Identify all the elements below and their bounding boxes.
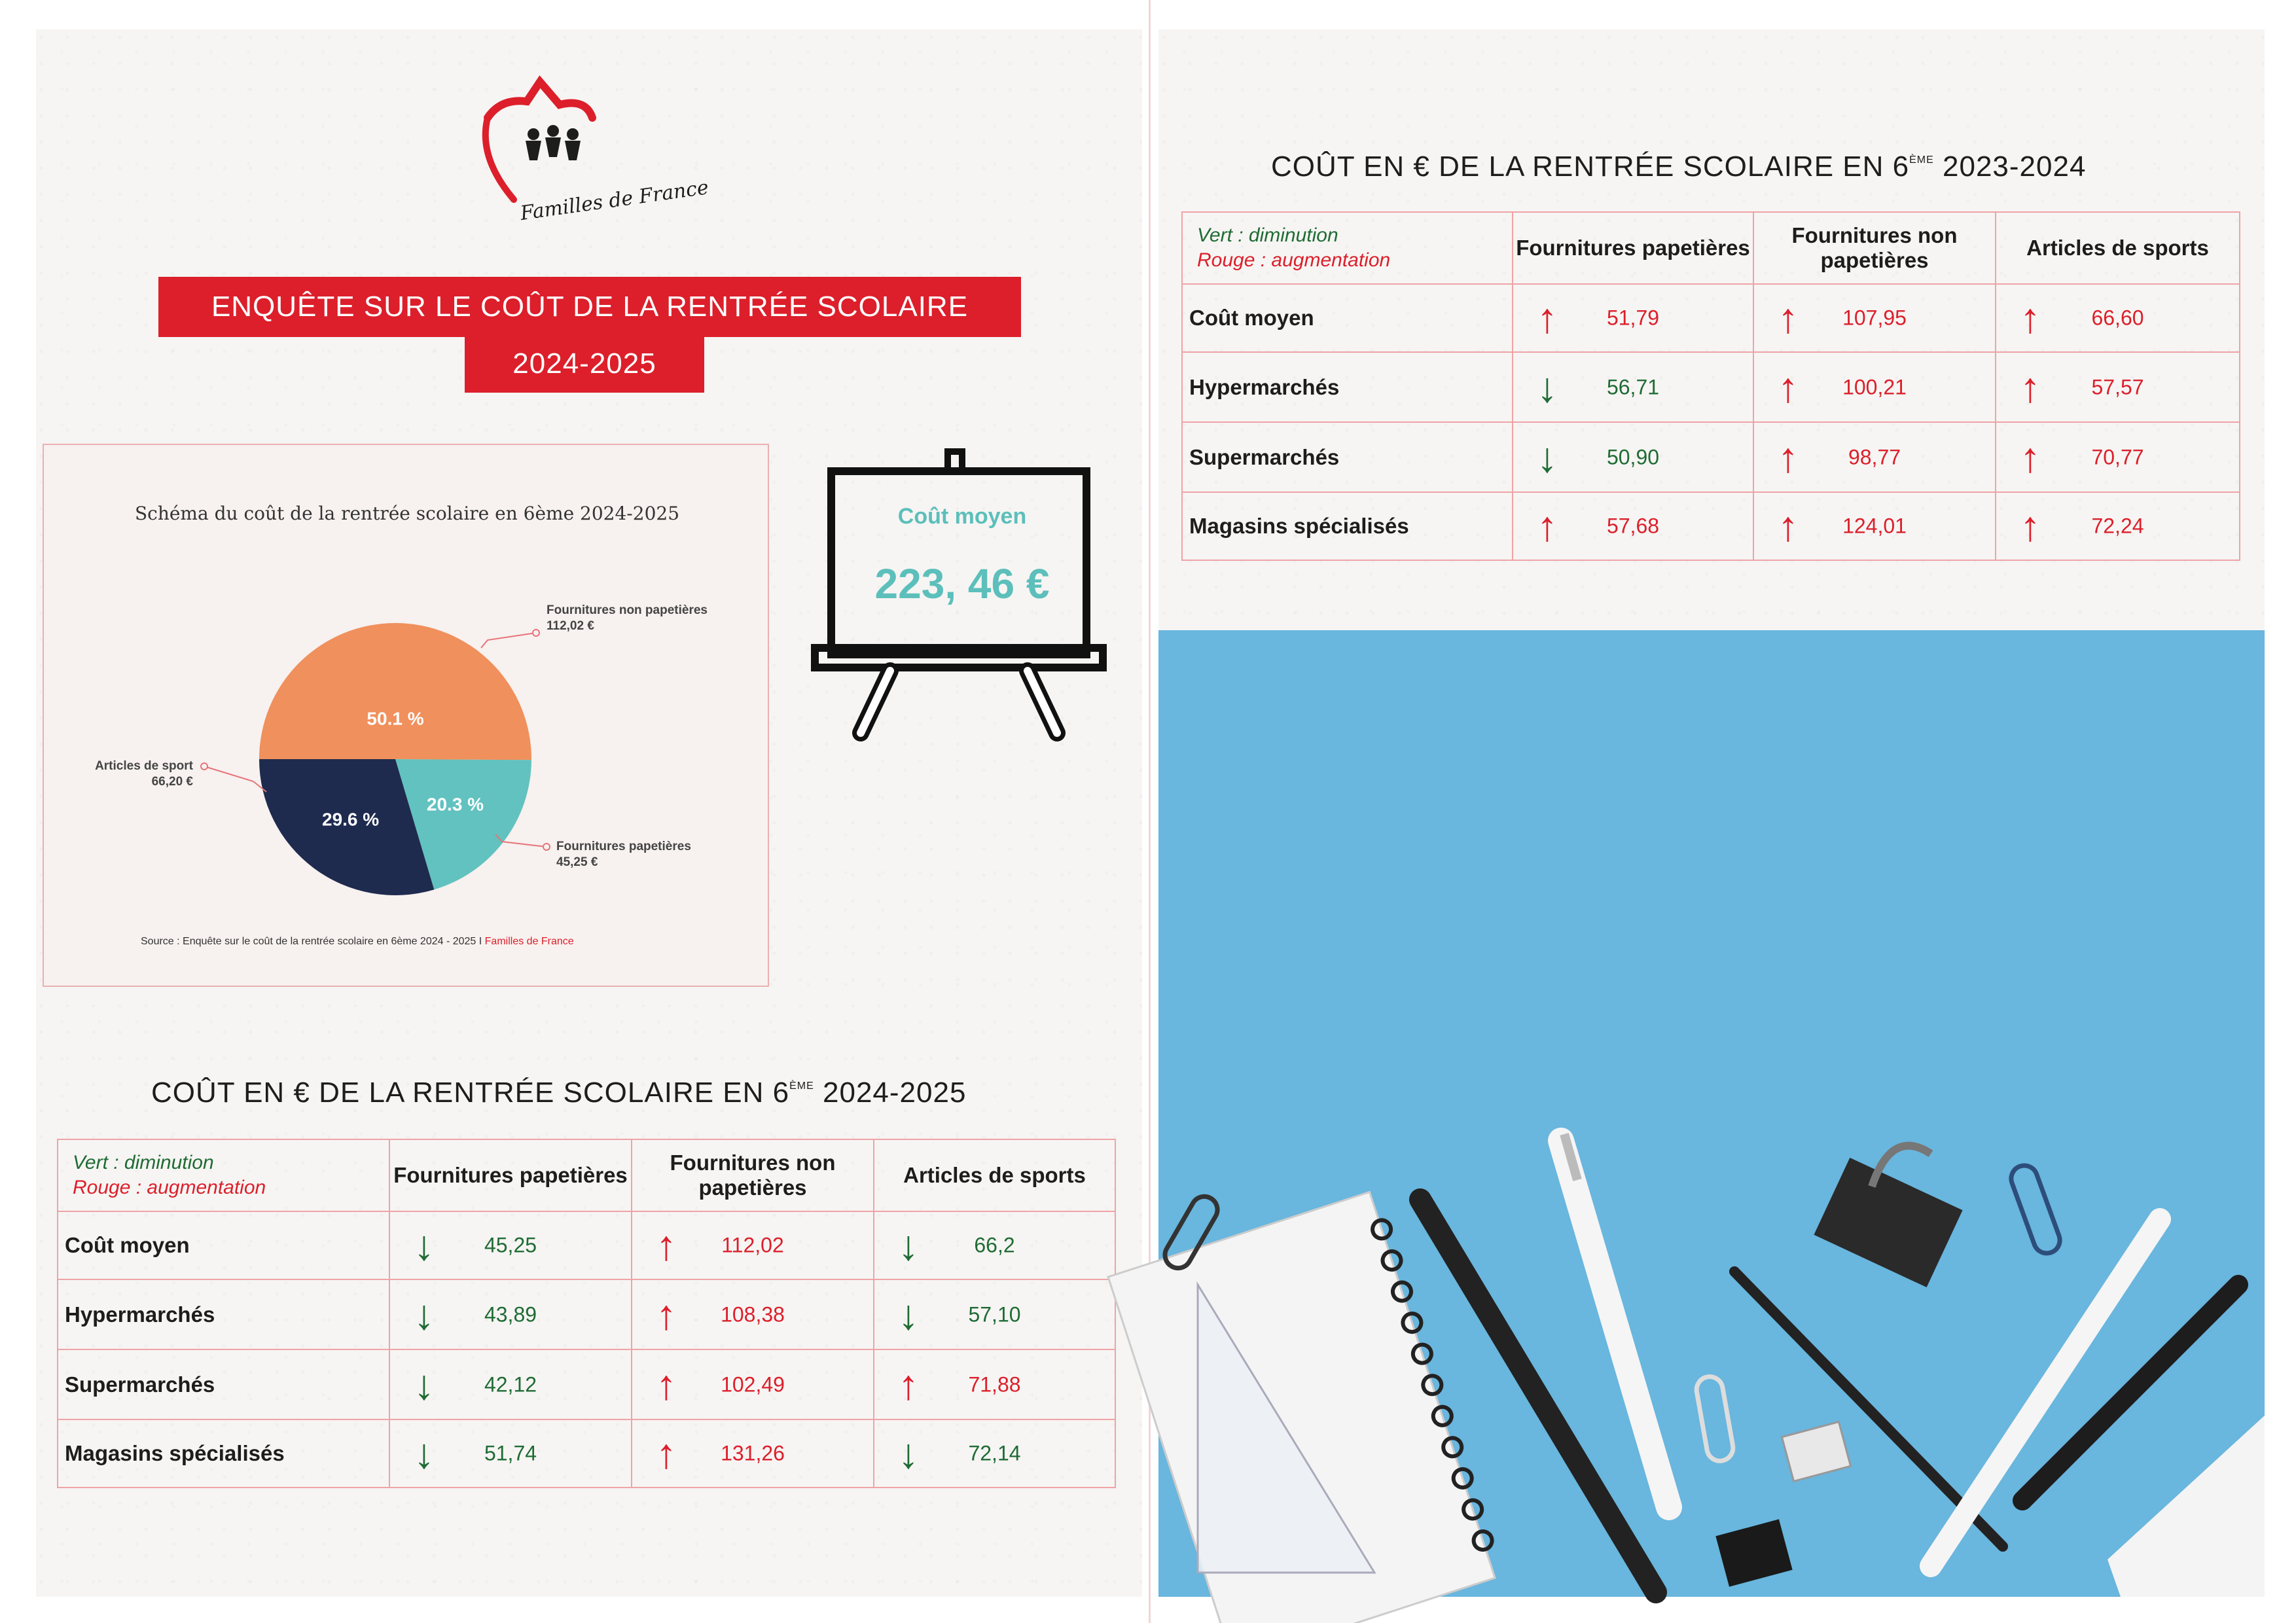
cell-value: 131,26 xyxy=(721,1441,785,1465)
value-cell xyxy=(1513,284,1753,352)
cell-value: 112,02 xyxy=(721,1233,784,1257)
value-cell xyxy=(1753,422,1996,492)
arrow-up-icon: ↑ xyxy=(656,1222,677,1269)
table-row xyxy=(1182,422,2240,492)
chart-title: Schéma du coût de la rentrée scolaire en 6ème 2024-2025 xyxy=(134,503,680,524)
col-header: Fournitures papetières xyxy=(1513,212,1753,284)
source-text: Source : Enquête sur le coût de la rentrée scolaire en 6ème 2024 - 2025 I xyxy=(141,936,485,947)
value-cell xyxy=(1996,284,2240,352)
arrow-up-icon: ↑ xyxy=(1537,503,1558,550)
cell-value: 57,68 xyxy=(1606,514,1660,538)
cell-value: 72,14 xyxy=(968,1441,1021,1465)
value-cell xyxy=(389,1349,632,1419)
value-cell xyxy=(874,1349,1115,1419)
value-cell xyxy=(874,1211,1115,1279)
cell-value: 102,49 xyxy=(721,1372,785,1396)
table-row xyxy=(58,1349,1115,1419)
value-cell xyxy=(1996,492,2240,560)
arrow-up-icon: ↑ xyxy=(2020,363,2041,411)
value-cell xyxy=(874,1419,1115,1488)
pie-chart-panel xyxy=(43,444,769,987)
arrow-down-icon: ↓ xyxy=(414,1430,435,1477)
table-legend: Vert : diminution Rouge : augmentation xyxy=(58,1139,389,1211)
row-label: Coût moyen xyxy=(58,1211,389,1279)
value-cell xyxy=(1753,352,1996,422)
slice-amount-label: 45,25 € xyxy=(556,855,598,869)
row-label: Supermarchés xyxy=(58,1349,389,1419)
cell-value: 51,74 xyxy=(484,1441,537,1465)
arrow-down-icon: ↓ xyxy=(1537,433,1558,481)
row-label: Hypermarchés xyxy=(58,1279,389,1349)
cell-value: 57,57 xyxy=(2091,375,2144,399)
value-cell xyxy=(1753,284,1996,352)
callout-line xyxy=(204,766,266,792)
slice-name-label: Fournitures non papetières xyxy=(547,603,708,617)
table-row xyxy=(1182,284,2240,352)
arrow-up-icon: ↑ xyxy=(1778,433,1799,481)
chart-source xyxy=(141,936,574,948)
cell-value: 100,21 xyxy=(1842,375,1907,399)
table-row xyxy=(58,1279,1115,1349)
cell-value: 42,12 xyxy=(484,1372,537,1396)
cell-value: 45,25 xyxy=(484,1233,537,1257)
cell-value: 43,89 xyxy=(484,1302,537,1326)
value-cell xyxy=(874,1279,1115,1349)
arrow-down-icon: ↓ xyxy=(414,1222,435,1269)
table-row xyxy=(1182,492,2240,560)
cost-table-2023-2024 xyxy=(1181,211,2240,561)
row-label: Magasins spécialisés xyxy=(1182,492,1513,560)
value-cell xyxy=(632,1349,874,1419)
arrow-down-icon: ↓ xyxy=(1537,363,1558,411)
cell-value: 50,90 xyxy=(1606,445,1660,469)
school-supplies-photo xyxy=(1158,630,2265,1597)
source-brand: Familles de France xyxy=(484,936,574,947)
value-cell xyxy=(1513,492,1753,560)
cell-value: 66,60 xyxy=(2091,306,2144,330)
arrow-up-icon: ↑ xyxy=(656,1291,677,1338)
arrow-up-icon: ↑ xyxy=(2020,433,2041,481)
col-header: Fournitures non papetières xyxy=(1753,212,1996,284)
arrow-up-icon: ↑ xyxy=(1778,503,1799,550)
table-row xyxy=(58,1211,1115,1279)
value-cell xyxy=(1513,422,1753,492)
slice-amount-label: 66,20 € xyxy=(151,775,193,789)
col-header: Fournitures non papetières xyxy=(632,1139,874,1211)
col-header: Articles de sports xyxy=(874,1139,1115,1211)
cell-value: 70,77 xyxy=(2091,445,2144,469)
arrow-down-icon: ↓ xyxy=(414,1291,435,1338)
col-header: Fournitures papetières xyxy=(389,1139,632,1211)
value-cell xyxy=(1996,352,2240,422)
value-cell xyxy=(632,1211,874,1279)
pie-slice xyxy=(259,623,531,760)
row-label: Hypermarchés xyxy=(1182,352,1513,422)
cell-value: 56,71 xyxy=(1606,375,1660,399)
table-row xyxy=(58,1419,1115,1488)
slice-name-label: Fournitures papetières xyxy=(556,840,691,853)
slice-percent-label: 20.3 % xyxy=(426,794,484,815)
arrow-down-icon: ↓ xyxy=(898,1430,919,1477)
row-label: Magasins spécialisés xyxy=(58,1419,389,1488)
cell-value: 107,95 xyxy=(1842,306,1907,330)
value-cell xyxy=(1996,422,2240,492)
value-cell xyxy=(632,1279,874,1349)
value-cell xyxy=(632,1419,874,1488)
callout-dot xyxy=(533,630,539,636)
cell-value: 57,10 xyxy=(968,1302,1021,1326)
value-cell xyxy=(1513,352,1753,422)
table-row xyxy=(1182,352,2240,422)
arrow-up-icon: ↑ xyxy=(898,1361,919,1408)
table-2024-title: COÛT EN € DE LA RENTRÉE SCOLAIRE EN 6ÈME 2024-2025 xyxy=(151,1077,967,1109)
cell-value: 124,01 xyxy=(1842,514,1907,538)
cell-value: 108,38 xyxy=(721,1302,785,1326)
cell-value: 71,88 xyxy=(968,1372,1021,1396)
row-label: Supermarchés xyxy=(1182,422,1513,492)
arrow-up-icon: ↑ xyxy=(2020,503,2041,550)
arrow-down-icon: ↓ xyxy=(898,1222,919,1269)
arrow-up-icon: ↑ xyxy=(2020,294,2041,342)
pie-chart xyxy=(44,445,768,986)
arrow-down-icon: ↓ xyxy=(898,1291,919,1338)
value-cell xyxy=(389,1211,632,1279)
col-header: Articles de sports xyxy=(1996,212,2240,284)
arrow-up-icon: ↑ xyxy=(1778,363,1799,411)
cell-value: 66,2 xyxy=(974,1233,1015,1257)
cell-value: 98,77 xyxy=(1848,445,1901,469)
survey-title-banner: ENQUÊTE SUR LE COÛT DE LA RENTRÉE SCOLAIRE xyxy=(158,277,1021,337)
value-cell xyxy=(1753,492,1996,560)
value-cell xyxy=(389,1419,632,1488)
logo-text: Familles de France xyxy=(518,175,710,226)
familles-de-france-logo xyxy=(475,79,710,226)
cell-value: 51,79 xyxy=(1606,306,1660,330)
cell-value: 72,24 xyxy=(2091,514,2144,538)
arrow-up-icon: ↑ xyxy=(1778,294,1799,342)
row-label: Coût moyen xyxy=(1182,284,1513,352)
arrow-up-icon: ↑ xyxy=(1537,294,1558,342)
arrow-down-icon: ↓ xyxy=(414,1361,435,1408)
slice-percent-label: 29.6 % xyxy=(322,809,380,830)
callout-dot xyxy=(201,763,207,770)
value-cell xyxy=(389,1279,632,1349)
survey-year-banner: 2024-2025 xyxy=(465,335,704,393)
average-cost-label: Coût moyen xyxy=(897,504,1027,529)
callout-line xyxy=(481,633,536,648)
slice-name-label: Articles de sport xyxy=(95,759,193,773)
arrow-up-icon: ↑ xyxy=(656,1361,677,1408)
callout-dot xyxy=(543,844,550,850)
average-cost-value: 223, 46 € xyxy=(874,560,1050,607)
slice-amount-label: 112,02 € xyxy=(547,619,594,633)
table-2023-title: COÛT EN € DE LA RENTRÉE SCOLAIRE EN 6ÈME 2023-2024 xyxy=(1271,151,2087,183)
cost-table-2024-2025 xyxy=(57,1139,1116,1488)
table-legend: Vert : diminution Rouge : augmentation xyxy=(1182,212,1513,284)
slice-percent-label: 50.1 % xyxy=(367,708,424,729)
arrow-up-icon: ↑ xyxy=(656,1430,677,1477)
